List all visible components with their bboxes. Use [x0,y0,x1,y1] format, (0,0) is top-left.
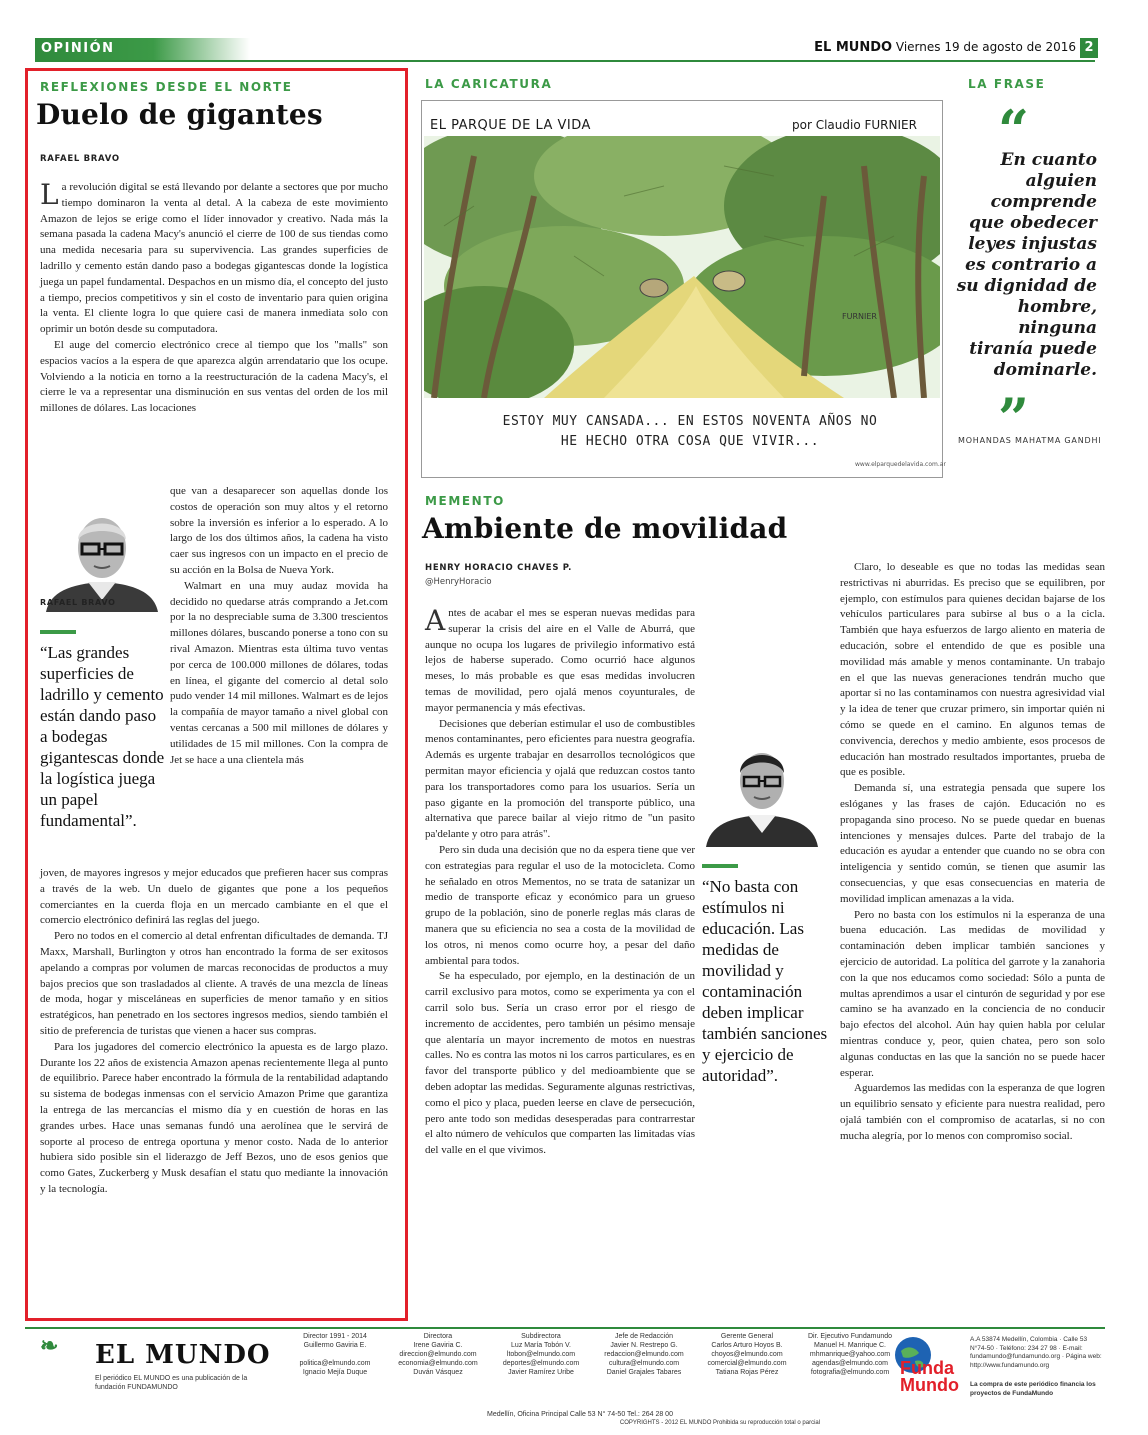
footer-email-name: Ignacio Mejía Duque [302,1369,368,1376]
right-paragraph-4: Se ha especulado, por ejemplo, en la destinación de un carril exclusivo para motos, como se experimenta ya con el carril solo bus. Sería un craso error por el riesgo de incremento de accidentes, pero también un pésimo mensaje que alentaría un mayor incremento de motos en nuestras calles. No es contra las motos ni los carros particulares, es en favor del transporte público y del medioambiente que se deben adoptar las medidas. Seguramente algunas restrictivas, como el pico y placa, pueden leerse en clave de persecución, pero ante todo son medidas desesperadas para contrarrestar el alto número de vehículos que comparten las limitadas vías del valle en el que vivimos. [425,970,695,1157]
footer-col-2 [491,1332,591,1377]
footer-contact: A.A 53874 Medellín, Colombia · Calle 53 N°74-50 · Teléfono: 234 27 98 · E-mail: fundamundo@fundamundo.org · Página web: http://www.fundamundo.org [970,1336,1102,1369]
footer-role: Jefe de Redacción [615,1333,673,1340]
left-paragraph-2b: que van a desaparecer son aquellas donde los costos de operación son muy altos y el retorno sobre la inversión es inferior a lo esperado. A lo largo de los dos últimos años, la cadena ha visto caer sus ingresos con un impacto en el precio de su acción en la Bolsa de Nueva York. [170,485,388,576]
right-article-title: Ambiente de movilidad [422,512,788,545]
footer-email-name: Tatiana Rojas Pérez [715,1369,779,1376]
frase-author: MOHANDAS MAHATMA GANDHI [958,436,1102,445]
footer-name: Javier N. Restrepo G. [610,1342,678,1349]
masthead [814,40,1076,55]
footer-email-name: Duván Vásquez [413,1369,463,1376]
right-pullquote: “No basta con estímulos ni educación. Las medidas de movilidad y contaminación deben implicar también sanciones y ejercicio de autoridad”. [702,877,828,1085]
footer-email[interactable]: choyos@elmundo.com [711,1351,783,1358]
footer-role: Directora [423,1333,453,1340]
footer-emblem-icon: ❧ [40,1333,59,1359]
left-paragraph-4: Pero no todos en el comercio al detal enfrentan dificultades de demanda. TJ Maxx, Marshall, Burlington y otros han encontrado la forma de ser exitosos apelando a compras por volumen de marcas reconocidas de productos a muy bajos precios que son trasladados al cliente. A través de una mezcla de líneas de moda, hogar y misceláneas en superficies de menor tamaño y en sitios estratégicos, han penetrado en los sectores ingresos medios, siendo también el sitio de preferencia de turistas que vienen a hacer sus compras. [40,930,388,1037]
footer-name: Guillermo Gaviria E. [303,1342,367,1349]
close-quote-icon: ” [998,386,1030,450]
footer-email[interactable]: agendas@elmundo.com [812,1360,888,1367]
right-article-author: HENRY HORACIO CHAVES P. [425,563,573,573]
caricatura-title: EL PARQUE DE LA VIDA [430,118,591,133]
caricatura-credit: por Claudio FURNIER [792,118,917,132]
frase-kicker: LA FRASE [968,77,1046,91]
footer-email[interactable]: politica@elmundo.com [299,1360,371,1367]
left-photo-caption: RAFAEL BRAVO [40,598,116,607]
page-number: 2 [1080,38,1098,58]
caricatura-illustration [424,136,940,398]
right-article-handle: @HenryHoracio [425,577,492,587]
left-article-author: RAFAEL BRAVO [40,154,120,164]
left-paragraph-3: Walmart en una muy audaz movida ha decidido no quedarse atrás comprando a Jet.com por la no despreciable suma de 3.300 trescientos millones dólares, buscando ponerse a tono con su rival Amazon. Mientras esta última tuvo ventas por cerca de 100.000 millones de dólares, todas en línea, el gigante del comercio al detal solo pudo vender 14 mil millones. Walmart es de lejos la compañía de mayor tamaño a nivel global con ventas cercanas a 500 mil millones de dólares y utilidades de 15 mil millones. Con la compra de Jet se hace a una clientela más [170,579,388,766]
section-label: OPINIÓN [41,41,115,56]
right-article-kicker: MEMENTO [425,494,505,508]
left-article-body-top [40,180,388,417]
footer-name: Luz María Tobón V. [511,1342,571,1349]
right-paragraph-2: Decisiones que deberían estimular el uso de combustibles menos contaminantes, pero eficientes para nuestra geografía. Además es urgente trabajar en desarrollos tecnológicos que permitan mayor eficiencia y ojalá que reduzcan costos tanto para los transportadores como para los usuarios. Sería un paso gigante en la promoción del transporte público, una alternativa que parece bailar al viejo ritmo de "un pasito pa'delante y otro para atrás". [425,717,695,841]
left-paragraph-5: Para los jugadores del comercio electrónico la apuesta es de largo plazo. Durante los 22 años de existencia Amazon apenas recientemente llega al punto de equilibrio. Parece haber encontrado la fórmula de la rentabilidad adaptando su sistema de bodegas inmensas con el servicio Amazon Prime que garantiza la entrega de las mercancías el mismo día y en cuestión de horas en las grandes urbes. Hace unas semanas fundó una aerolínea que le servirá de soporte al proceso de entrega oportuna y menor costo. Nada de lo anterior hubiera sido posible sin el liderazgo de Jeff Bezos, uno de esos genios que como Gates, Zuckerberg y Musk desafían el statu quo mediante la innovación y la tecnología. [40,1040,388,1195]
footer-email[interactable]: mhmanrique@yahoo.com [809,1351,891,1358]
left-paragraph-1 [40,180,388,338]
left-paragraph-2a: El auge del comercio electrónico crece al tiempo que los "malls" son espacios vacíos a la espera de que aparezca algún arrendatario que los ocupe. Volviendo a la noticia en torno a la reestructuración de la cadena Macy's, el cierre le va a representar una disminución en sus ventas del orden de los mil millones de dólares. Las locaciones [40,338,388,415]
left-article-kicker: REFLEXIONES DESDE EL NORTE [40,80,293,94]
fundamundo-note: La compra de este periódico financia los proyectos de FundaMundo [970,1381,1096,1397]
footer-tagline: El periódico EL MUNDO es una publicación de la fundación FUNDAMUNDO [95,1375,248,1391]
left-dropcap: L [40,178,59,211]
right-author-photo [702,735,822,847]
footer-name: Carlos Arturo Hoyos B. [711,1342,783,1349]
footer-col-3 [594,1332,694,1377]
footer-email[interactable]: deportes@elmundo.com [502,1360,580,1367]
footer-col-1 [388,1332,488,1377]
footer-email[interactable]: comercial@elmundo.com [707,1360,787,1367]
footer-role: Subdirectora [521,1333,561,1340]
left-pullquote: “Las grandes superficies de ladrillo y cemento están dando paso a bodegas gigantescas donde la logística juega un papel fundamental”. [40,643,165,830]
footer-email-name: Javier Ramírez Uribe [508,1369,574,1376]
footer-email[interactable]: economia@elmundo.com [398,1360,478,1367]
frase-quote: En cuanto alguien comprende que obedecer leyes injustas es contrario a su dignidad de hombre, ninguna tiranía puede dominarle. [956,150,1097,380]
right-paragraph-5: Claro, lo deseable es que no todas las medidas sean restrictivas ni aburridas. Es preciso que se equilibren, por ejemplo, con estímulos para quienes decidan bajarse de los vehículos particulares para subirse al bus o a la cicla. También que haya esfuerzos de largo aliento en materia de educación, sobre el entendido de que es posible una movilidad más amable y menos contaminante. Un trabajo en el que las nuevas generaciones tendrán mucho que aportar si no las contaminamos con nuestra agresividad vial y la idea de tener que cruzar primero, sin importar quién ni cómo se quede en el camino. En algunos temas de convivencia, derechos y medio ambiente, esos procesos de educación han mostrado resultados importantes, prueba de que es posible. [840,561,1105,779]
fundamundo-logo: Funda Mundo [900,1358,959,1395]
footer-email[interactable]: fotografia@elmundo.com [810,1369,890,1376]
footer-email-name: Daniel Grajales Tabares [606,1369,682,1376]
footer-name: Irene Gaviria C. [413,1342,463,1349]
section-tab [35,38,250,60]
right-pullquote-bar [702,864,738,868]
footer-col-4 [697,1332,797,1377]
footer-email[interactable]: cultura@elmundo.com [608,1360,680,1367]
right-paragraph-1 [425,606,695,717]
caricatura-signature: FURNIER [842,312,877,321]
left-article-body-side [170,484,388,768]
footer-role: Dir. Ejecutivo Fundamundo [807,1333,893,1340]
footer-email[interactable]: direccion@elmundo.com [399,1351,477,1358]
footer-col-0 [285,1332,385,1377]
right-paragraph-8: Aguardemos las medidas con la esperanza de que logren un equilibrio sensato y eficiente para nuestra realidad, pero ojalá también con el compromiso de acatarlas, si no con mucha alegría, por lo menos con compromiso social. [840,1082,1105,1142]
footer-email[interactable]: redaccion@elmundo.com [604,1351,684,1358]
open-quote-icon: “ [998,98,1030,162]
left-author-photo [40,500,164,612]
footer-role: Director 1991 - 2014 [303,1333,367,1340]
footer-copyright: COPYRIGHTS - 2012 EL MUNDO Prohibida su reproducción total o parcial [619,1420,821,1426]
header-rule [35,60,1095,62]
masthead-date: Viernes 19 de agosto de 2016 [895,40,1076,54]
footer-credits [285,1332,900,1377]
left-paragraph-1-text: a revolución digital se está llevando por delante a sectores que por mucho tiempo dominaron la venta al detal. A la cabeza de este movimiento Amazon de lejos se erige como el líder innovador y creativo. Nada más la semana pasada la cadena Macy's anunció el cierre de 100 de sus tiendas como una medida necesaria para su supervivencia. Las grandes superficies de ladrillo y cemento están dando paso a bodegas gigantescas donde la logística juega un papel fundamental. Despachos en un mismo día, el concepto del justo a tiempo, precios competitivos y sin el costo de inventario para quien origina la venta. El cliente logra lo que quiere casi de manera inmediata solo con oprimir un botón desde su computadora. [40,181,388,336]
caricatura-kicker: LA CARICATURA [425,77,553,91]
footer-col-5 [800,1332,900,1377]
caricatura-speech: ESTOY MUY CANSADA... EN ESTOS NOVENTA AÑOS NO HE HECHO OTRA COSA QUE VIVIR... [502,414,878,449]
footer-email[interactable]: ltobon@elmundo.com [506,1351,576,1358]
left-paragraph-3b: joven, de mayores ingresos y mejor educados que prefieren hacer sus compras a través de la web. Un duelo de gigantes que pone a los pequeños comerciantes en la cuerda floja en un mercado cambiante en el que el comercio electrónico definirá las reglas del juego. [40,867,388,927]
left-article-title: Duelo de gigantes [36,98,323,131]
caricatura-url: www.elparquedelavida.com.ar [855,461,946,468]
footer-name: Manuel H. Manrique C. [814,1342,886,1349]
masthead-paper: EL MUNDO [814,40,893,55]
left-article-body-bottom [40,866,388,1198]
right-paragraph-3: Pero sin duda una decisión que no da espera tiene que ver con estrategias para regular el uso de la motocicleta. Como he señalado en otros Mementos, no se trata de satanizar un medio de transporte eficaz y económico para un grueso grupo de la población, sino de ponerle reglas más claras de manera que su eficiencia no sea a costa de la movilidad de los otros, ni menos como ocurre hoy, a pesar del daño ambiental para todos. [425,843,695,967]
footer-logo: EL MUNDO [95,1340,271,1370]
right-paragraph-6: Demanda sí, una estrategia pensada que supere los eslóganes y las frases de cajón. Educación no es propaganda sino proceso. No se puede quedar en buenas intenciones y mensajes dulces. Parte del trabajo de la educación es ayudar a entender que cuando no se obra con inteligencia y sentido común, se tienen que asumir las consecuencias, y que esas consecuencias en materia de movilidad implican amenazas a la vida. [840,782,1105,905]
right-paragraph-7: Pero no basta con los estímulos ni la esperanza de una buena educación. Las medidas de movilidad y contaminación deben implicar también sanciones y ejercicio de autoridad. La política del garrote y la zanahoria con la que nos educamos como sociedad: Sólo a punta de multas aprendimos a usar el cinturón de seguridad y por ese camino se ha avanzado en la conciencia de no conducir bajo efectos del alcohol. Aún hay quien habla por celular mientras conduce y, peor, quien chatea, pero son solo algunas conductas en las que la sanción no se puede hacer esperar. [840,908,1105,1079]
right-paragraph-1-text: ntes de acabar el mes se esperan nuevas medidas para superar la crisis del aire en el Valle de Aburrá, que aunque no ocupa los lugares de privilegio informativo está lejos de haberse superado. Como ocurrió hace algunos meses, lo más probable es que esas medidas involucren temas de movilidad, pero ojalá menos coyunturales, de mayor permanencia y más efectivas. [425,607,695,714]
right-dropcap: A [425,604,446,637]
left-pullquote-bar [40,630,76,634]
footer-role: Gerente General [720,1333,774,1340]
right-article-col2 [840,560,1105,1144]
footer-address: Medellín, Oficina Principal Calle 53 N° 74-50 Tel.: 264 28 00 [487,1411,673,1418]
right-article-col1-top [425,606,695,1159]
